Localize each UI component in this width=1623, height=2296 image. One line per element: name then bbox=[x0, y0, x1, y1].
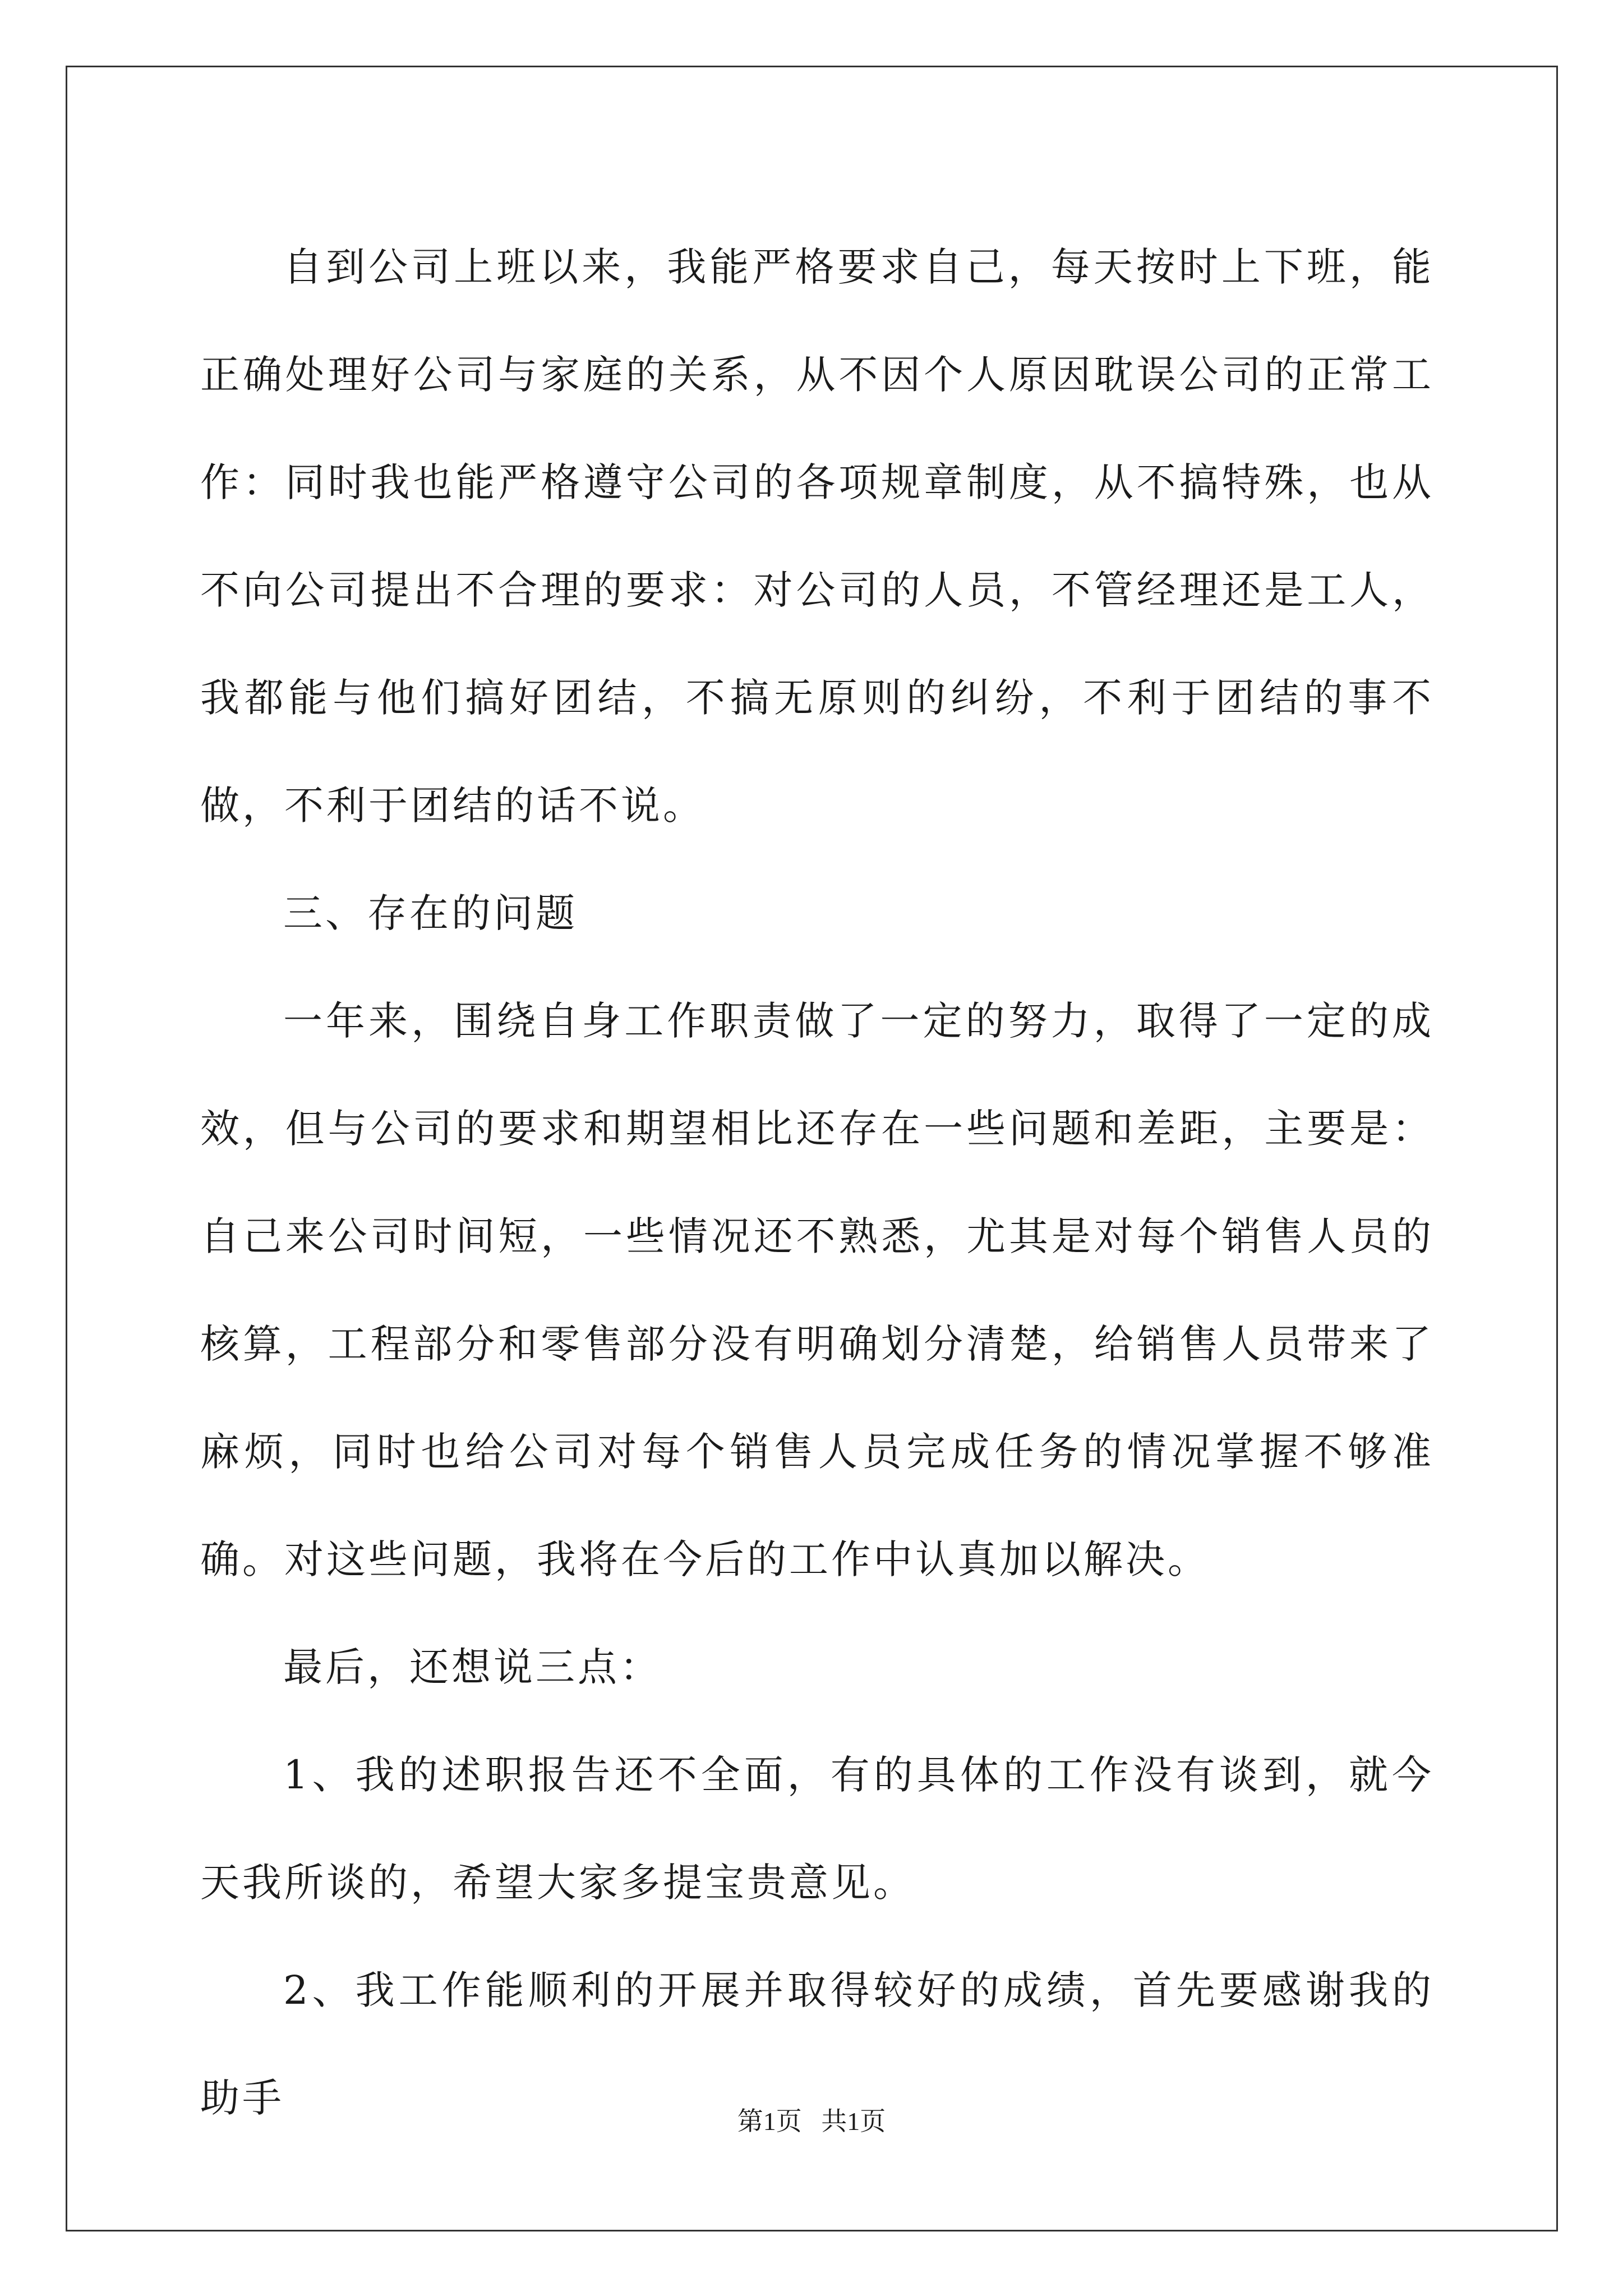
page-footer bbox=[0, 2101, 1623, 2138]
paragraph-work-attitude: 自到公司上班以来，我能严格要求自己，每天按时上下班，能正确处理好公司与家庭的关系，从不因个人原因耽误公司的正常工作：同时我也能严格遵守公司的各项规章制度，从不搞特殊，也从不向公司提出不合理的要求：对公司的人员，不管经理还是工人，我都能与他们搞好团结，不搞无原则的纠纷，不利于团结的事不做，不利于团结的话不说。 bbox=[200, 244, 1434, 829]
document-body bbox=[200, 213, 1434, 2152]
paragraph-closing-intro: 最后，还想说三点： bbox=[283, 1644, 662, 1690]
section-heading-problems: 三、存在的问题 bbox=[283, 890, 578, 936]
paragraph-problems: 一年来，围绕自身工作职责做了一定的努力，取得了一定的成效，但与公司的要求和期望相比还存在一些问题和差距，主要是：自己来公司时间短，一些情况还不熟悉，尤其是对每个销售人员的核算，工程部分和零售部分没有明确划分清楚，给销售人员带来了麻烦，同时也给公司对每个销售人员完成任务的情况掌握不够准确。对这些问题，我将在今后的工作中认真加以解决。 bbox=[200, 998, 1434, 1582]
paragraph-point-2: 2、我工作能顺利的开展并取得较好的成绩，首先要感谢我的助手 bbox=[200, 1967, 1434, 2121]
paragraph-point-1: 1、我的述职报告还不全面，有的具体的工作没有谈到，就今天我所谈的，希望大家多提宝贵意见。 bbox=[200, 1752, 1434, 1906]
page-number-label: 第1页 共1页 bbox=[737, 2107, 886, 2136]
